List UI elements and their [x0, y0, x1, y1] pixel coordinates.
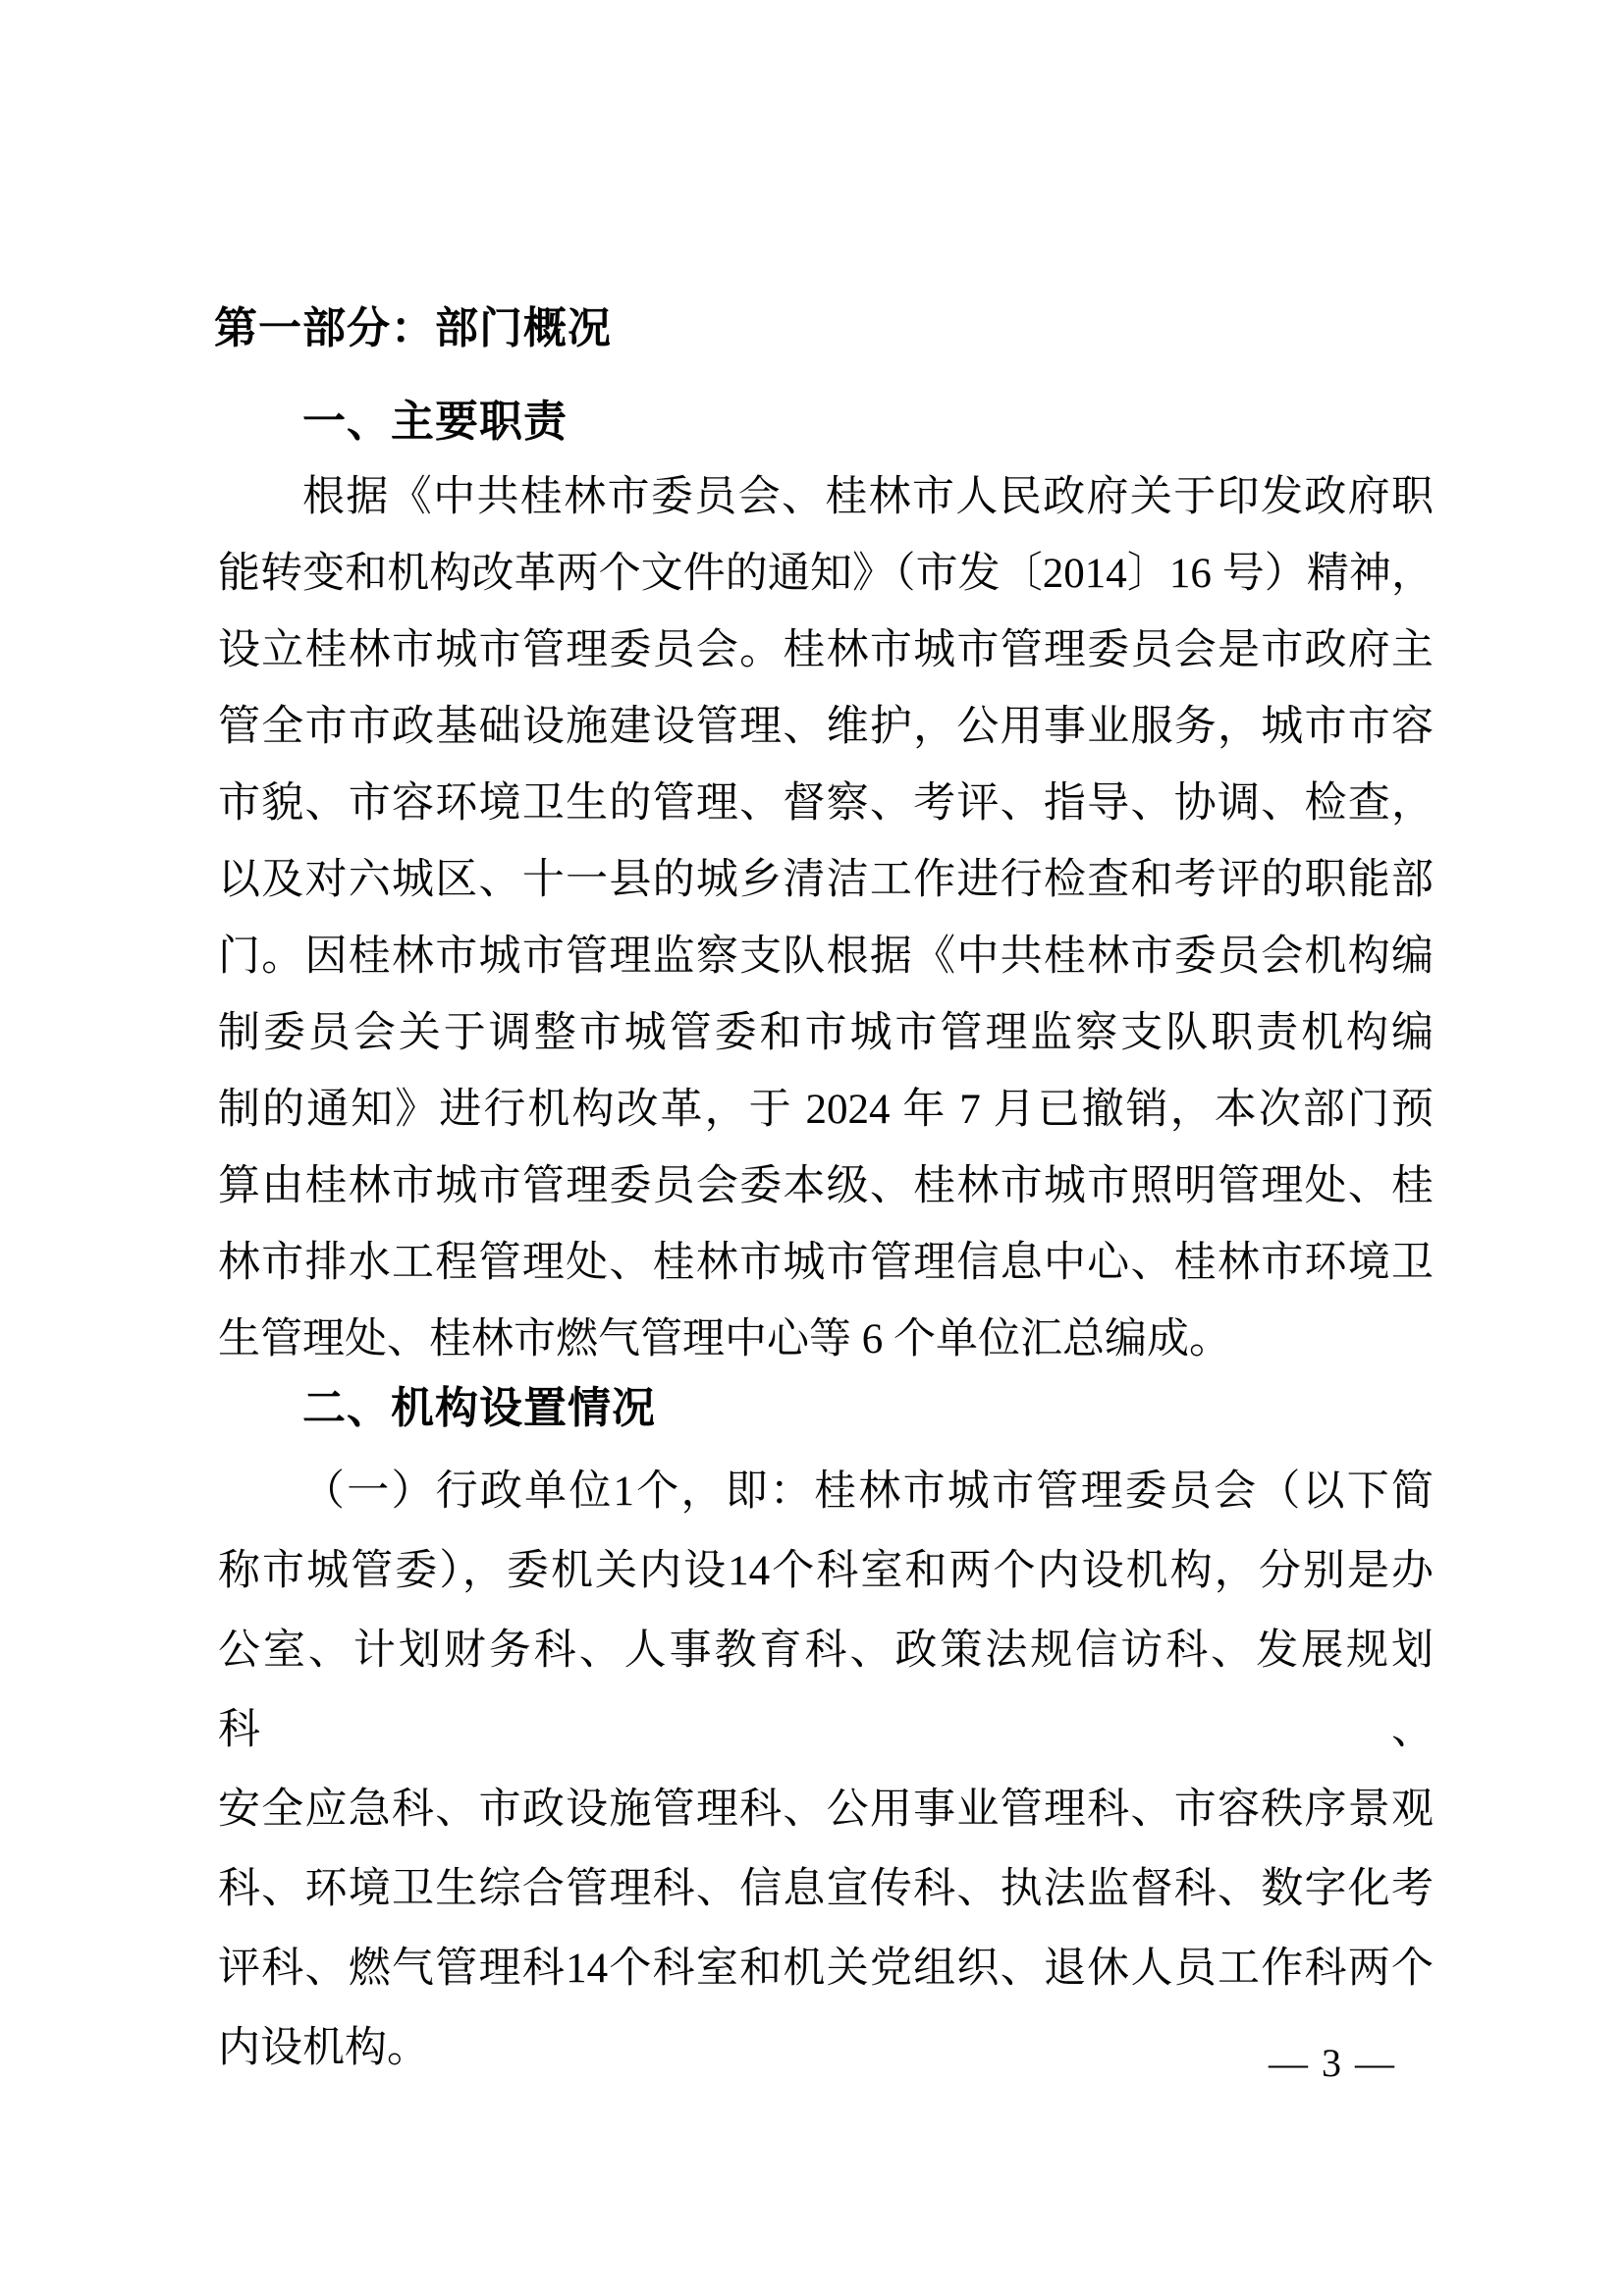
- text-line: 以及对六城区、十一县的城乡清洁工作进行检查和考评的职能部: [218, 857, 1434, 903]
- text-line: 设立桂林市城市管理委员会。桂林市城市管理委员会是市政府主: [218, 627, 1434, 673]
- text-line: 门。因桂林市城市管理监察支队根据《中共桂林市委员会机构编: [218, 934, 1434, 980]
- paragraph-main-duties: [218, 459, 1434, 1378]
- text-line: 称市城管委），委机关内设14个科室和两个内设机构，分别是办: [218, 1548, 1434, 1594]
- text-line: 制的通知》进行机构改革，于 2024 年 7 月已撤销，本次部门预: [218, 1087, 1434, 1133]
- section-heading-org-setup: 二、机构设置情况: [302, 1384, 656, 1432]
- text-line: 算由桂林市城市管理委员会委本级、桂林市城市照明管理处、桂: [218, 1163, 1434, 1209]
- text-line: 生管理处、桂林市燃气管理中心等 6 个单位汇总编成。: [218, 1316, 1231, 1362]
- text-line: 安全应急科、市政设施管理科、公用事业管理科、市容秩序景观: [218, 1787, 1434, 1833]
- text-line: 管全市市政基础设施建设管理、维护，公用事业服务，城市市容: [218, 704, 1434, 750]
- section-heading-main-duties: 一、主要职责: [302, 398, 568, 446]
- text-line: 科、环境卫生综合管理科、信息宣传科、执法监督科、数字化考: [218, 1866, 1434, 1912]
- text-line: 制委员会关于调整市城管委和市城市管理监察支队职责机构编: [218, 1010, 1434, 1056]
- text-line: 市貌、市容环境卫生的管理、督察、考评、指导、协调、检查，: [218, 780, 1434, 827]
- text-line: 根据《中共桂林市委员会、桂林市人民政府关于印发政府职: [302, 474, 1434, 520]
- part-title: 第一部分：部门概况: [214, 304, 612, 352]
- text-line: 评科、燃气管理科14个科室和机关党组织、退休人员工作科两个: [218, 1946, 1434, 1992]
- text-line: （一）行政单位1个，即：桂林市城市管理委员会（以下简: [302, 1468, 1434, 1515]
- text-line: 公室、计划财务科、人事教育科、政策法规信访科、发展规划科、: [218, 1628, 1434, 1753]
- text-line: 内设机构。: [218, 2025, 429, 2071]
- page-number: — 3 —: [1269, 2041, 1396, 2085]
- paragraph-org-setup: [218, 1452, 1434, 2088]
- text-line: 能转变和机构改革两个文件的通知》（市发〔2014〕16 号）精神，: [218, 551, 1434, 597]
- text-line: 林市排水工程管理处、桂林市城市管理信息中心、桂林市环境卫: [218, 1240, 1434, 1286]
